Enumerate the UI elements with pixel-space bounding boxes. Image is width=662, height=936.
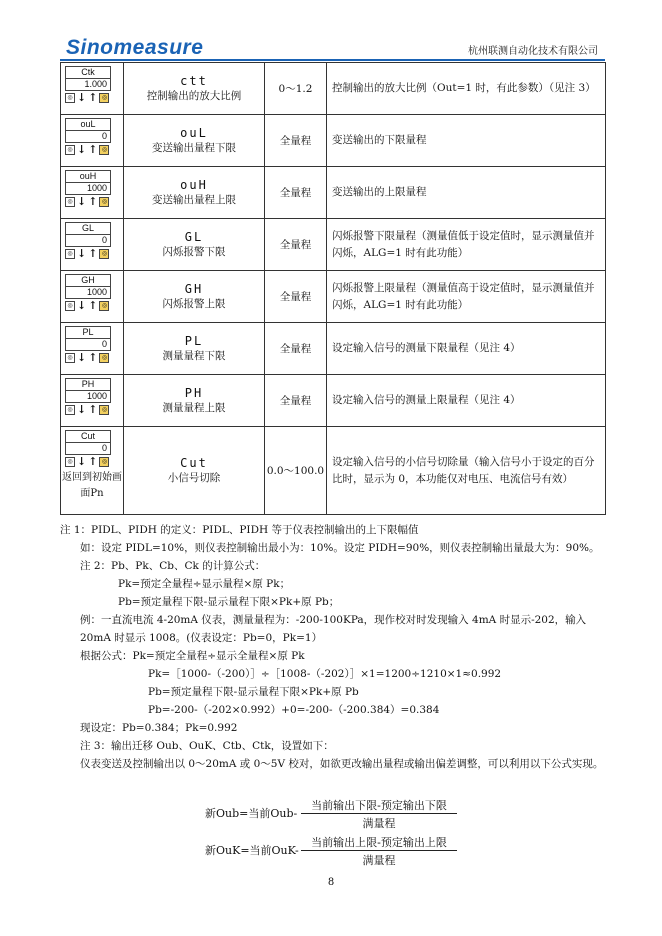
key-icons	[65, 457, 123, 467]
table-row	[61, 63, 606, 115]
param-description: 变送输出的下限量程	[327, 115, 606, 167]
formula-pk: Pk=预定全量程÷显示量程×原 Pk；	[118, 578, 291, 590]
param-description: 闪烁报警下限量程（测量值低于设定值时，显示测量值并闪烁，ALG=1 时有此功能）	[327, 219, 606, 271]
display-value: 0	[101, 339, 107, 349]
lcd-display	[65, 326, 111, 351]
lcd-display	[65, 170, 111, 195]
arrow-up-icon: ↑	[88, 403, 98, 416]
display-code: ouL	[66, 119, 110, 131]
param-range: 全量程	[265, 375, 327, 427]
key-icons	[65, 405, 123, 415]
param-name-cell	[124, 323, 265, 375]
enter-key-icon: ◎	[99, 145, 109, 155]
arrow-up-icon: ↑	[88, 143, 98, 156]
lcd-display	[65, 378, 111, 403]
display-cell	[61, 427, 124, 515]
param-name: 测量量程下限	[162, 350, 226, 362]
display-code: Cut	[66, 431, 110, 443]
set-key-icon: ◎	[65, 301, 75, 311]
param-description: 设定输入信号的小信号切除量（输入信号小于设定的百分比时，显示为 0，本功能仅对电压、电流信号有效）	[327, 427, 606, 515]
formula-oub-lhs: 新Oub=当前Oub-	[205, 807, 298, 820]
display-code: GL	[66, 223, 110, 235]
table-row	[61, 323, 606, 375]
segment-code: Cut	[180, 456, 208, 470]
display-code: Ctk	[66, 67, 110, 79]
enter-key-icon: ◎	[99, 353, 109, 363]
enter-key-icon: ◎	[99, 249, 109, 259]
page-number: 8	[327, 877, 335, 888]
arrow-down-icon: ↓	[77, 143, 87, 156]
param-description: 闪烁报警上限量程（测量值高于设定值时，显示测量值并闪烁，ALG=1 时有此功能）	[327, 271, 606, 323]
param-name-cell	[124, 375, 265, 427]
param-description: 设定输入信号的测量下限量程（见注 4）	[327, 323, 606, 375]
lcd-display	[65, 430, 111, 455]
basis-text: 根据公式：Pk=预定全量程÷显示全量程×原 Pk	[80, 650, 305, 662]
page-header	[0, 0, 662, 62]
display-value: 1000	[86, 391, 107, 401]
lcd-display	[65, 66, 111, 91]
display-cell	[61, 375, 124, 427]
display-code: GH	[66, 275, 110, 287]
notes-section	[60, 521, 608, 773]
set-key-icon: ◎	[65, 145, 75, 155]
param-description: 变送输出的上限量程	[327, 167, 606, 219]
display-value: 0	[101, 235, 107, 245]
display-cell	[61, 219, 124, 271]
param-range: 全量程	[265, 219, 327, 271]
display-value: 1000	[86, 287, 107, 297]
param-name: 测量量程上限	[162, 402, 226, 414]
calc-2: Pb=预定量程下限-显示量程下限×Pk+原 Pb	[148, 686, 359, 698]
param-name: 变送输出量程下限	[152, 142, 236, 154]
param-range: 0.0～100.0	[265, 427, 327, 515]
param-range: 0～1.2	[265, 63, 327, 115]
key-icons	[65, 249, 123, 259]
enter-key-icon: ◎	[99, 197, 109, 207]
set-key-icon: ◎	[65, 93, 75, 103]
enter-key-icon: ◎	[99, 301, 109, 311]
param-name: 闪烁报警上限	[162, 298, 226, 310]
set-key-icon: ◎	[65, 405, 75, 415]
note-1: 注 1：PIDL、PIDH 的定义：PIDL、PIDH 等于仪表控制输出的上下限幅值	[60, 524, 419, 536]
parameter-table	[60, 62, 606, 515]
arrow-down-icon: ↓	[77, 91, 87, 104]
table-row	[61, 271, 606, 323]
arrow-down-icon: ↓	[77, 403, 87, 416]
formula-oub-bar	[301, 813, 457, 814]
arrow-down-icon: ↓	[77, 455, 87, 468]
arrow-up-icon: ↑	[88, 455, 98, 468]
arrow-down-icon: ↓	[77, 247, 87, 260]
note-3: 注 3：输出迁移 Oub、OuK、Ctb、Ctk，设置如下：	[80, 740, 334, 752]
formula-ouk-lhs: 新OuK=当前OuK-	[205, 844, 299, 857]
set-key-icon: ◎	[65, 353, 75, 363]
arrow-down-icon: ↓	[77, 299, 87, 312]
formula-ouk-bar	[301, 850, 457, 851]
set-key-icon: ◎	[65, 249, 75, 259]
formula-ouk-denominator: 满量程	[362, 854, 396, 867]
segment-code: GL	[184, 230, 204, 244]
param-name-cell	[124, 271, 265, 323]
param-range: 全量程	[265, 115, 327, 167]
current-setting: 现设定：Pb=0.384；Pk=0.992	[80, 722, 238, 734]
formula-ouk-numerator: 当前输出上限-预定输出上限	[311, 836, 447, 849]
param-name: 控制输出的放大比例	[146, 90, 242, 102]
key-icons	[65, 93, 123, 103]
lcd-display	[65, 118, 111, 143]
table-row	[61, 115, 606, 167]
enter-key-icon: ◎	[99, 93, 109, 103]
param-description: 控制输出的放大比例（Out=1 时，有此参数）（见注 3）	[327, 63, 606, 115]
display-code: ouH	[66, 171, 110, 183]
segment-code: GH	[184, 282, 204, 296]
example-text: 例：一直流电流 4-20mA 仪表，测量量程为：-200-100KPa，现作校对时发现输入 4mA 时显示-202，输入 20mA 时显示 1008。(仪表设定：Pb=0，Pk=1）	[80, 614, 587, 644]
param-range: 全量程	[265, 323, 327, 375]
segment-code: ctt	[180, 74, 208, 88]
lcd-display	[65, 274, 111, 299]
display-cell	[61, 167, 124, 219]
header-divider	[60, 59, 605, 61]
display-value: 1000	[86, 183, 107, 193]
display-cell	[61, 115, 124, 167]
segment-code: ouL	[180, 126, 208, 140]
calc-3: Pb=-200-（-202×0.992）+0=-200-（-200.384）=0.384	[148, 704, 440, 716]
calc-1: Pk=［1000-（-200）］÷［1008-（-202）］×1=1200÷1210×1≈0.992	[148, 668, 502, 680]
display-cell	[61, 271, 124, 323]
company-name: 杭州联测自动化技术有限公司	[468, 46, 598, 57]
display-value: 1.000	[84, 79, 107, 89]
table-row	[61, 375, 606, 427]
param-range: 全量程	[265, 271, 327, 323]
note-1-example: 如：设定 PIDL=10%，则仪表控制输出最小为：10%。设定 PIDH=90%，则仪表控制输出量最大为：90%。	[80, 542, 600, 554]
display-cell	[61, 323, 124, 375]
key-icons	[65, 197, 123, 207]
enter-key-icon: ◎	[99, 457, 109, 467]
lcd-display	[65, 222, 111, 247]
key-icons	[65, 353, 123, 363]
display-code: PH	[66, 379, 110, 391]
arrow-up-icon: ↑	[88, 195, 98, 208]
param-name: 变送输出量程上限	[152, 194, 236, 206]
note-2: 注 2：Pb、Pk、Cb、Ck 的计算公式：	[80, 560, 266, 572]
key-icons	[65, 301, 123, 311]
param-name-cell	[124, 115, 265, 167]
note-3-text: 仪表变送及控制输出以 0～20mA 或 0～5V 校对，如欲更改输出量程或输出偏差调整，可以利用以下公式实现。	[80, 758, 604, 770]
param-name-cell	[124, 167, 265, 219]
param-name-cell	[124, 219, 265, 271]
formula-pb: Pb=预定量程下限-显示量程下限×Pk+原 Pb；	[118, 596, 340, 608]
arrow-up-icon: ↑	[88, 299, 98, 312]
arrow-down-icon: ↓	[77, 351, 87, 364]
display-value: 0	[101, 443, 107, 453]
enter-key-icon: ◎	[99, 405, 109, 415]
arrow-down-icon: ↓	[77, 195, 87, 208]
table-row	[61, 167, 606, 219]
arrow-up-icon: ↑	[88, 351, 98, 364]
table-row	[61, 219, 606, 271]
display-cell	[61, 63, 124, 115]
param-name-cell	[124, 63, 265, 115]
formula-oub-denominator: 满量程	[362, 817, 396, 830]
segment-code: PL	[184, 334, 204, 348]
param-name-cell	[124, 427, 265, 515]
segment-code: ouH	[180, 178, 208, 192]
display-code: PL	[66, 327, 110, 339]
formula-oub-numerator: 当前输出下限-预定输出下限	[311, 799, 447, 812]
param-name: 小信号切除	[167, 472, 221, 484]
param-description: 设定输入信号的测量上限量程（见注 4）	[327, 375, 606, 427]
arrow-up-icon: ↑	[88, 91, 98, 104]
param-name: 闪烁报警下限	[162, 246, 226, 258]
param-range: 全量程	[265, 167, 327, 219]
table-row	[61, 427, 606, 515]
arrow-up-icon: ↑	[88, 247, 98, 260]
set-key-icon: ◎	[65, 197, 75, 207]
segment-code: PH	[184, 386, 204, 400]
key-icons	[65, 145, 123, 155]
set-key-icon: ◎	[65, 457, 75, 467]
display-value: 0	[101, 131, 107, 141]
return-text: 返回到初始画面Pn	[62, 472, 122, 499]
sinomeasure-logo: Sinomeasure	[66, 36, 204, 59]
